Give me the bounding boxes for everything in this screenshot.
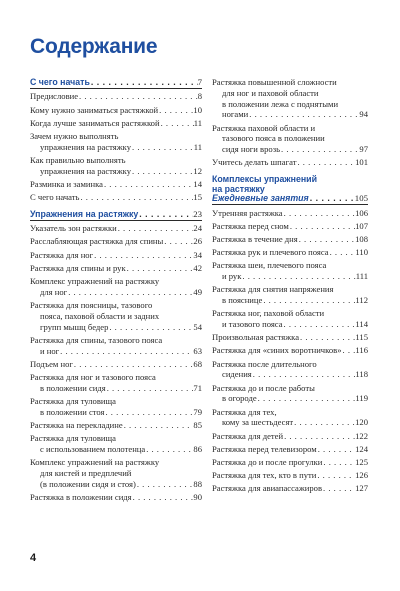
toc-entry[interactable]: Растяжка повышенной сложности для ног и паховой области в положении лежа с поднятыми ногами . . . 94 bbox=[212, 77, 368, 120]
page-ref: 111 bbox=[355, 271, 368, 282]
page-ref: 119 bbox=[355, 393, 368, 404]
page-ref: 71 bbox=[193, 382, 202, 393]
section-rule bbox=[212, 204, 368, 205]
toc-entry[interactable]: Растяжка для снятия напряжения в пояснице . . . 112 bbox=[212, 284, 368, 306]
dot-leader bbox=[79, 192, 193, 203]
toc-entry[interactable]: Растяжка рук и плечевого пояса . . . 110 bbox=[212, 247, 368, 258]
dot-leader bbox=[126, 263, 194, 274]
dot-leader bbox=[93, 250, 193, 261]
page-ref: 88 bbox=[193, 478, 202, 489]
dot-leader bbox=[283, 208, 355, 219]
dot-leader bbox=[280, 144, 359, 155]
toc-entry[interactable]: Растяжка перед сном . . . 107 bbox=[212, 221, 368, 232]
dot-leader bbox=[317, 444, 355, 455]
toc-entry[interactable]: Комплекс упражнений на растяжку для кистей и предплечий (в положении сидя и стоя) . . . 88 bbox=[30, 457, 202, 489]
page-ref: 126 bbox=[355, 470, 368, 481]
toc-entry[interactable]: Подъем ног . . . 68 bbox=[30, 359, 202, 370]
page-number: 4 bbox=[30, 552, 37, 564]
toc-entry[interactable]: Растяжка до и после работы в огороде . . . 119 bbox=[212, 383, 368, 405]
dot-leader bbox=[108, 322, 193, 333]
page-ref: 12 bbox=[193, 165, 202, 176]
dot-leader bbox=[309, 194, 355, 204]
page-ref: 11 bbox=[193, 117, 202, 128]
toc-entry[interactable]: Растяжка для авиапассажиров . . . 127 bbox=[212, 483, 368, 494]
dot-leader bbox=[106, 383, 194, 394]
page-ref: 114 bbox=[355, 319, 368, 330]
toc-entry[interactable]: Комплекс упражнений на растяжку для ног . . . 49 bbox=[30, 276, 202, 298]
toc-section-heading[interactable]: Упражнения на растяжку . . . 23 bbox=[30, 209, 202, 220]
toc-entry[interactable]: Когда лучше заниматься растяжкой . . . 11 bbox=[30, 118, 202, 129]
dot-leader bbox=[257, 393, 356, 404]
dot-leader bbox=[252, 369, 356, 380]
toc-entry[interactable]: Растяжка для детей . . . 122 bbox=[212, 431, 368, 442]
dot-leader bbox=[342, 345, 356, 356]
dot-leader bbox=[163, 236, 193, 247]
toc-entry[interactable]: Растяжка для туловища с использованием полотенца . . . 86 bbox=[30, 433, 202, 455]
page-ref: 23 bbox=[193, 208, 202, 219]
toc-right-column bbox=[212, 77, 368, 497]
dot-leader bbox=[322, 457, 355, 468]
dot-leader bbox=[322, 483, 355, 494]
dot-leader bbox=[59, 346, 193, 357]
page-ref: 106 bbox=[355, 207, 368, 218]
page-ref: 90 bbox=[193, 491, 202, 502]
dot-leader bbox=[123, 420, 194, 431]
toc-entry[interactable]: Кому нужно заниматься растяжкой . . . 10 bbox=[30, 105, 202, 116]
dot-leader bbox=[136, 479, 194, 490]
page-ref: 34 bbox=[193, 249, 202, 260]
toc-left-column bbox=[30, 77, 202, 505]
toc-entry[interactable]: Зачем нужно выполнять упражнения на растяжку . . . 11 bbox=[30, 131, 202, 153]
toc-entry[interactable]: Указатель зон растяжки . . . 24 bbox=[30, 223, 202, 234]
dot-leader bbox=[103, 179, 193, 190]
toc-entry[interactable]: Утренняя растяжка . . . 106 bbox=[212, 208, 368, 219]
page-ref: 11 bbox=[193, 141, 202, 152]
dot-leader bbox=[316, 470, 355, 481]
page-ref: 105 bbox=[354, 193, 368, 204]
dot-leader bbox=[283, 319, 356, 330]
page-ref: 86 bbox=[193, 443, 202, 454]
page-ref: 7 bbox=[197, 77, 202, 87]
dot-leader bbox=[138, 209, 193, 220]
dot-leader bbox=[90, 77, 198, 88]
toc-entry[interactable]: Растяжка перед телевизором . . . 124 bbox=[212, 444, 368, 455]
dot-leader bbox=[132, 492, 194, 503]
page-ref: 124 bbox=[355, 443, 368, 454]
section-rule bbox=[30, 220, 202, 221]
toc-entry[interactable]: Предисловие . . . 8 bbox=[30, 91, 202, 102]
page-ref: 120 bbox=[355, 417, 368, 428]
page-ref: 125 bbox=[355, 456, 368, 467]
dot-leader bbox=[296, 157, 355, 168]
page-ref: 79 bbox=[193, 406, 202, 417]
toc-entry[interactable]: Растяжка для спины и рук . . . 42 bbox=[30, 263, 202, 274]
dot-leader bbox=[283, 431, 355, 442]
page-ref: 14 bbox=[193, 178, 202, 189]
page-ref: 118 bbox=[355, 369, 368, 380]
page-ref: 63 bbox=[193, 345, 202, 356]
toc-entry[interactable]: Растяжка для «синих воротничков» . . . 116 bbox=[212, 345, 368, 356]
toc-section-heading[interactable]: С чего начать . . . 7 bbox=[30, 77, 202, 88]
page-ref: 10 bbox=[193, 104, 202, 115]
dot-leader bbox=[131, 166, 193, 177]
toc-entry[interactable]: Растяжка после длительного сидения . . . 118 bbox=[212, 359, 368, 381]
dot-leader bbox=[73, 359, 194, 370]
dot-leader bbox=[289, 221, 355, 232]
page-ref: 26 bbox=[193, 236, 202, 247]
dot-leader bbox=[67, 287, 193, 298]
page-ref: 115 bbox=[355, 332, 368, 343]
toc-entry[interactable]: Растяжка для спины, тазового пояса и ног . . . 63 bbox=[30, 335, 202, 357]
dot-leader bbox=[117, 223, 194, 234]
page-ref: 127 bbox=[355, 483, 368, 494]
page-ref: 8 bbox=[197, 91, 202, 102]
page-ref: 54 bbox=[193, 321, 202, 332]
dot-leader bbox=[160, 118, 194, 129]
dot-leader bbox=[329, 247, 356, 258]
page-ref: 42 bbox=[193, 262, 202, 273]
page-ref: 15 bbox=[193, 192, 202, 203]
dot-leader bbox=[241, 271, 355, 282]
page-ref: 108 bbox=[355, 233, 368, 244]
dot-leader bbox=[105, 407, 194, 418]
toc-entry[interactable]: Учитесь делать шпагат . . . 101 bbox=[212, 157, 368, 168]
dot-leader bbox=[298, 234, 355, 245]
dot-leader bbox=[145, 444, 193, 455]
toc-entry[interactable]: Растяжка ног, паховой области и тазового пояса . . . 114 bbox=[212, 308, 368, 330]
page-ref: 110 bbox=[355, 247, 368, 258]
dot-leader bbox=[299, 332, 355, 343]
toc-section-heading[interactable]: Комплексы упражнений на растяжку Ежедневные занятия . . . 105 bbox=[212, 175, 368, 204]
toc-entry[interactable]: Растяжка для ног . . . 34 bbox=[30, 250, 202, 261]
page-title: Содержание bbox=[30, 35, 158, 58]
dot-leader bbox=[158, 105, 193, 116]
page-ref: 24 bbox=[193, 223, 202, 234]
toc-entry[interactable]: Растяжка для тех, кому за шестьдесят . . . 120 bbox=[212, 407, 368, 429]
toc-entry[interactable]: Растяжка в положении сидя . . . 90 bbox=[30, 492, 202, 503]
toc-entry[interactable]: Растяжка для тех, кто в пути . . . 126 bbox=[212, 470, 368, 481]
section-rule bbox=[30, 88, 202, 89]
toc-entry[interactable]: Растяжка шеи, плечевого пояса и рук . . . 111 bbox=[212, 260, 368, 282]
toc-entry[interactable]: Расслабляющая растяжка для спины . . . 26 bbox=[30, 236, 202, 247]
dot-leader bbox=[262, 295, 355, 306]
dot-leader bbox=[131, 142, 194, 153]
toc-entry[interactable]: Произвольная растяжка . . . 115 bbox=[212, 332, 368, 343]
toc-entry[interactable]: С чего начать . . . 15 bbox=[30, 192, 202, 203]
toc-entry[interactable]: Растяжка на перекладине . . . 85 bbox=[30, 420, 202, 431]
page-ref: 94 bbox=[359, 109, 368, 120]
page-ref: 85 bbox=[193, 419, 202, 430]
page-ref: 97 bbox=[359, 144, 368, 155]
dot-leader bbox=[248, 109, 359, 120]
page-ref: 49 bbox=[193, 286, 202, 297]
page-ref: 122 bbox=[355, 430, 368, 441]
dot-leader bbox=[293, 417, 355, 428]
toc-entry[interactable]: Растяжка до и после прогулки . . . 125 bbox=[212, 457, 368, 468]
page-ref: 116 bbox=[355, 345, 368, 356]
toc-entry[interactable]: Разминка и заминка . . . 14 bbox=[30, 179, 202, 190]
toc-entry[interactable]: Растяжка для ног и тазового пояса в положении сидя . . . 71 bbox=[30, 372, 202, 394]
toc-entry[interactable]: Как правильно выполнять упражнения на растяжку . . . 12 bbox=[30, 155, 202, 177]
toc-entry[interactable]: Растяжка для туловища в положении стоя . . . 79 bbox=[30, 396, 202, 418]
dot-leader bbox=[78, 91, 198, 102]
page-ref: 107 bbox=[355, 220, 368, 231]
toc-entry[interactable]: Растяжка паховой области и тазового пояса в положении сидя ноги врозь . . . 97 bbox=[212, 123, 368, 155]
page-ref: 68 bbox=[193, 358, 202, 369]
toc-entry[interactable]: Растяжка в течение дня . . . 108 bbox=[212, 234, 368, 245]
toc-entry[interactable]: Растяжка для поясницы, тазового пояса, паховой области и задних групп мышц бедер . . . 54 bbox=[30, 300, 202, 332]
page-ref: 101 bbox=[355, 157, 368, 168]
page-ref: 112 bbox=[355, 295, 368, 306]
